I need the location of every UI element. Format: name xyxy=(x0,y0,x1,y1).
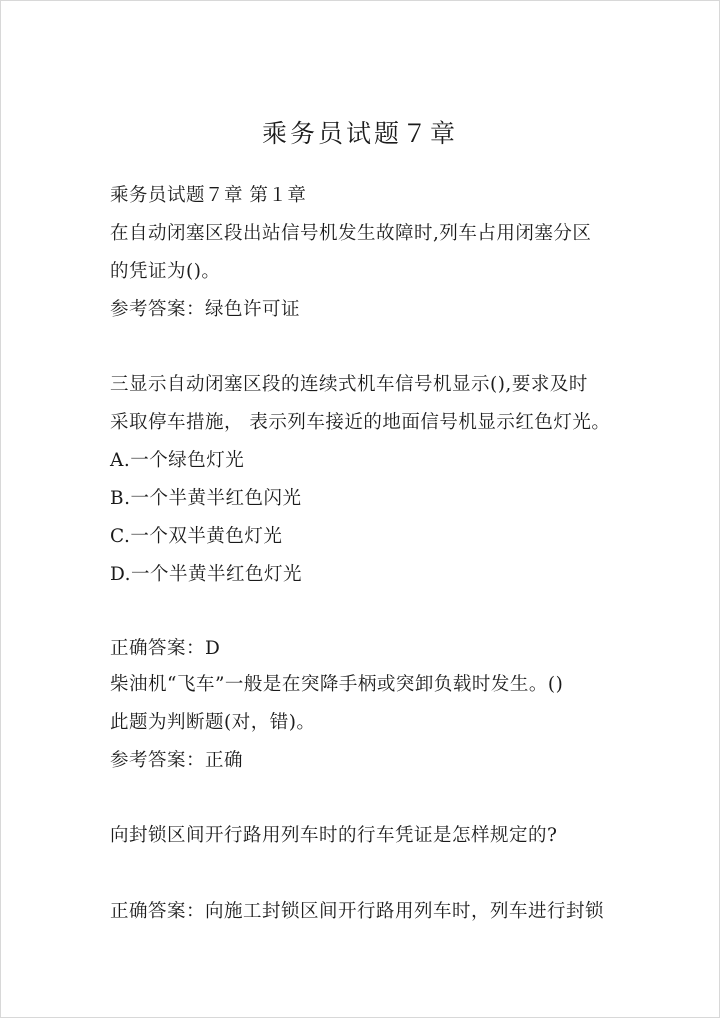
question-2-text-cont: 采取停车措施， 表示列车接近的地面信号机显示红色灯光。 xyxy=(110,412,611,433)
document-title: 乘务员试题７章 xyxy=(261,119,458,148)
question-4-text: 向封锁区间开行路用列车时的行车凭证是怎样规定的? xyxy=(110,825,558,846)
question-2-option-d: D.一个半黄半红色灯光 xyxy=(110,564,303,585)
question-1-text: 在自动闭塞区段出站信号机发生故障时,列车占用闭塞分区 xyxy=(110,223,592,244)
question-3-type: 此题为判断题(对，错)。 xyxy=(110,712,316,733)
question-4-answer: 正确答案：向施工封锁区间开行路用列车时，列车进行封锁 xyxy=(110,901,605,922)
chapter-heading: 乘务员试题７章 第１章 xyxy=(110,185,307,206)
question-1-text-cont: 的凭证为()。 xyxy=(110,261,221,282)
question-1-answer: 参考答案：绿色许可证 xyxy=(110,299,301,320)
question-2-text: 三显示自动闭塞区段的连续式机车信号机显示(),要求及时 xyxy=(110,374,588,395)
question-2-option-c: C.一个双半黄色灯光 xyxy=(110,526,283,547)
question-3-answer: 参考答案：正确 xyxy=(110,750,244,771)
question-2-option-b: B.一个半黄半红色闪光 xyxy=(110,488,302,509)
question-3-text: 柴油机“飞车”一般是在突降手柄或突卸负载时发生。() xyxy=(110,674,564,695)
question-2-option-a: A.一个绿色灯光 xyxy=(110,450,245,471)
question-2-answer: 正确答案：D xyxy=(110,638,221,659)
